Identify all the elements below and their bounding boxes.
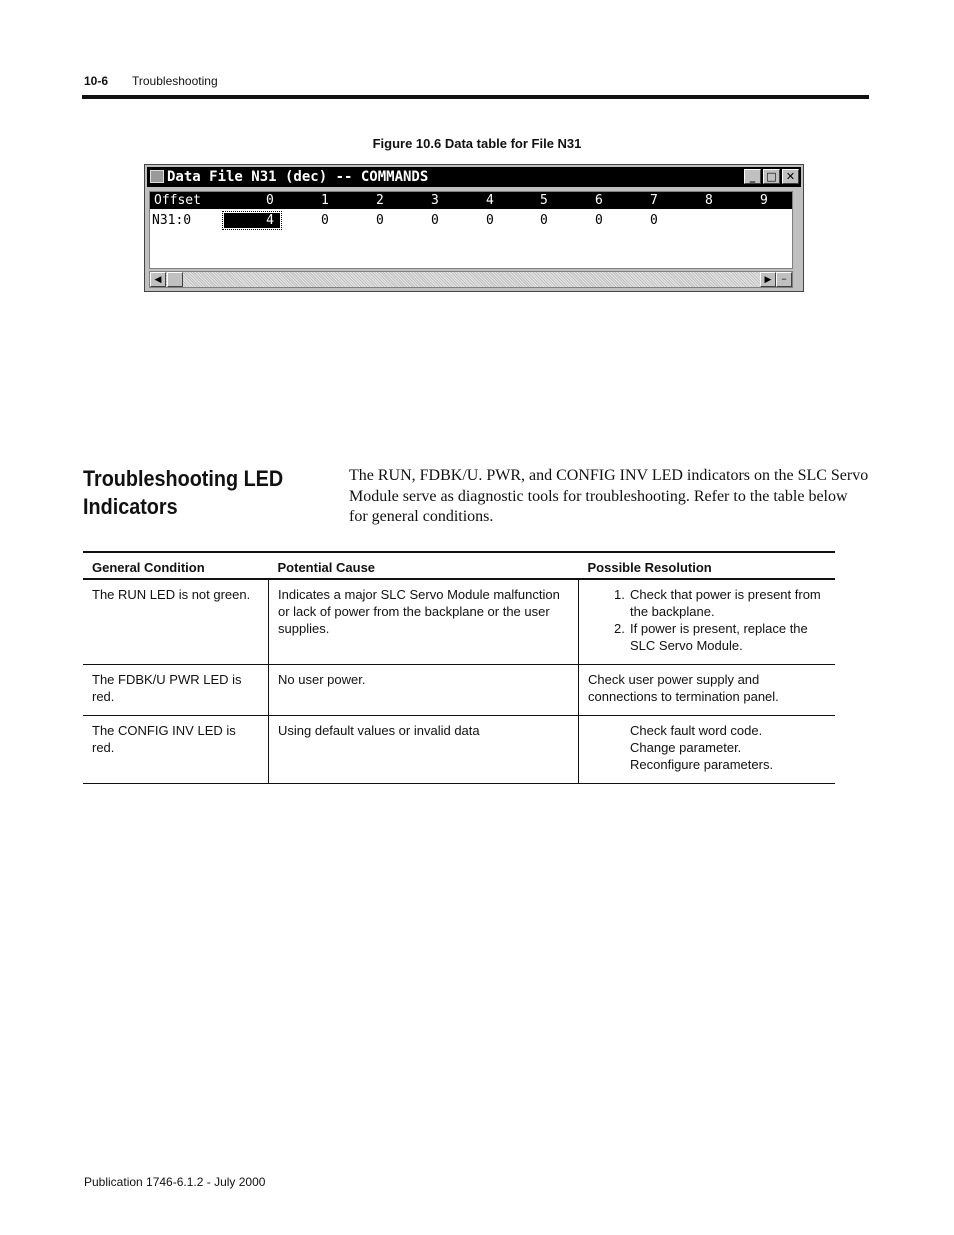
step-number: 2. (614, 621, 625, 636)
step-text: If power is present, replace the SLC Servo Module. (630, 621, 808, 653)
intro-paragraph: The RUN, FDBK/U. PWR, and CONFIG INV LED indicators on the SLC Servo Module serve as diagnostic tools for troubleshooting. Refer to the table below for general conditions. (349, 467, 869, 525)
column-header: 9 (760, 193, 768, 208)
resolution-steps (588, 722, 827, 773)
column-header: 4 (486, 193, 494, 208)
maximize-button[interactable]: □ (763, 169, 780, 184)
data-cell[interactable]: 0 (431, 213, 439, 228)
column-header: 6 (595, 193, 603, 208)
condition-cell: The RUN LED is not green. (83, 579, 269, 665)
table-header-row (83, 552, 835, 579)
list-item: Change parameter. (630, 740, 742, 755)
horizontal-scrollbar[interactable] (149, 271, 793, 288)
window-titlebar[interactable] (147, 167, 801, 187)
resolution-steps (588, 586, 827, 654)
column-header: 8 (705, 193, 713, 208)
data-cell[interactable]: 0 (650, 213, 658, 228)
data-file-window (144, 164, 804, 292)
list-item (614, 620, 827, 654)
data-cell[interactable]: 0 (486, 213, 494, 228)
vertical-scrollbar[interactable] (793, 191, 799, 269)
window-system-icon[interactable] (150, 170, 164, 183)
data-cell[interactable]: 0 (540, 213, 548, 228)
row-address: N31:0 (152, 213, 192, 228)
table-row (83, 579, 835, 665)
condition-cell: The CONFIG INV LED is red. (83, 716, 269, 784)
table-row (150, 212, 792, 230)
publication-footer: Publication 1746-6.1.2 - July 2000 (84, 1175, 266, 1189)
data-grid (149, 191, 793, 269)
resolution-cell: Check user power supply and connections to termination panel. (579, 665, 836, 716)
close-button[interactable]: ✕ (782, 169, 799, 184)
data-cell[interactable]: 0 (321, 213, 329, 228)
column-header: 3 (431, 193, 439, 208)
condition-cell: The FDBK/U PWR LED is red. (83, 665, 269, 716)
scrollbar-thumb[interactable] (167, 272, 183, 287)
column-header: 2 (376, 193, 384, 208)
resolution-cell (579, 579, 836, 665)
column-header: Possible Resolution (587, 560, 712, 575)
column-header: 7 (650, 193, 658, 208)
data-cell[interactable]: 0 (595, 213, 603, 228)
scroll-right-icon[interactable]: ▶ (760, 272, 776, 287)
table-row (83, 665, 835, 716)
section-heading: Troubleshooting LED Indicators (83, 466, 284, 519)
list-item: Reconfigure parameters. (630, 757, 774, 772)
header-rule (82, 95, 869, 99)
list-item: Check fault word code. (630, 723, 763, 738)
scroll-extra-button[interactable]: − (776, 272, 792, 287)
data-cell[interactable]: 0 (376, 213, 384, 228)
step-number: 1. (614, 587, 625, 602)
table-row (83, 716, 835, 784)
column-header: 0 (266, 193, 274, 208)
led-troubleshooting-table (83, 551, 835, 784)
grid-header-row (150, 192, 792, 209)
column-header-offset: Offset (154, 193, 201, 208)
figure-caption: Figure 10.6 Data table for File N31 (372, 136, 582, 151)
column-header: General Condition (92, 560, 205, 575)
step-text: Check that power is present from the backplane. (630, 587, 821, 619)
cause-cell: No user power. (269, 665, 579, 716)
resolution-cell (579, 716, 836, 784)
selected-cell[interactable]: 4 (224, 213, 280, 228)
scroll-left-icon[interactable]: ◀ (150, 272, 166, 287)
cause-cell: Indicates a major SLC Servo Module malfunction or lack of power from the backplane or the user supplies. (269, 579, 579, 665)
running-header-section: Troubleshooting (132, 74, 218, 88)
column-header: 5 (540, 193, 548, 208)
column-header: 1 (321, 193, 329, 208)
column-header: Potential Cause (277, 560, 376, 575)
minimize-button[interactable]: _ (744, 169, 761, 184)
page-number: 10-6 (84, 74, 109, 88)
window-title: Data File N31 (dec) -- COMMANDS (167, 169, 429, 185)
cause-cell: Using default values or invalid data (269, 716, 579, 784)
list-item (614, 586, 827, 620)
